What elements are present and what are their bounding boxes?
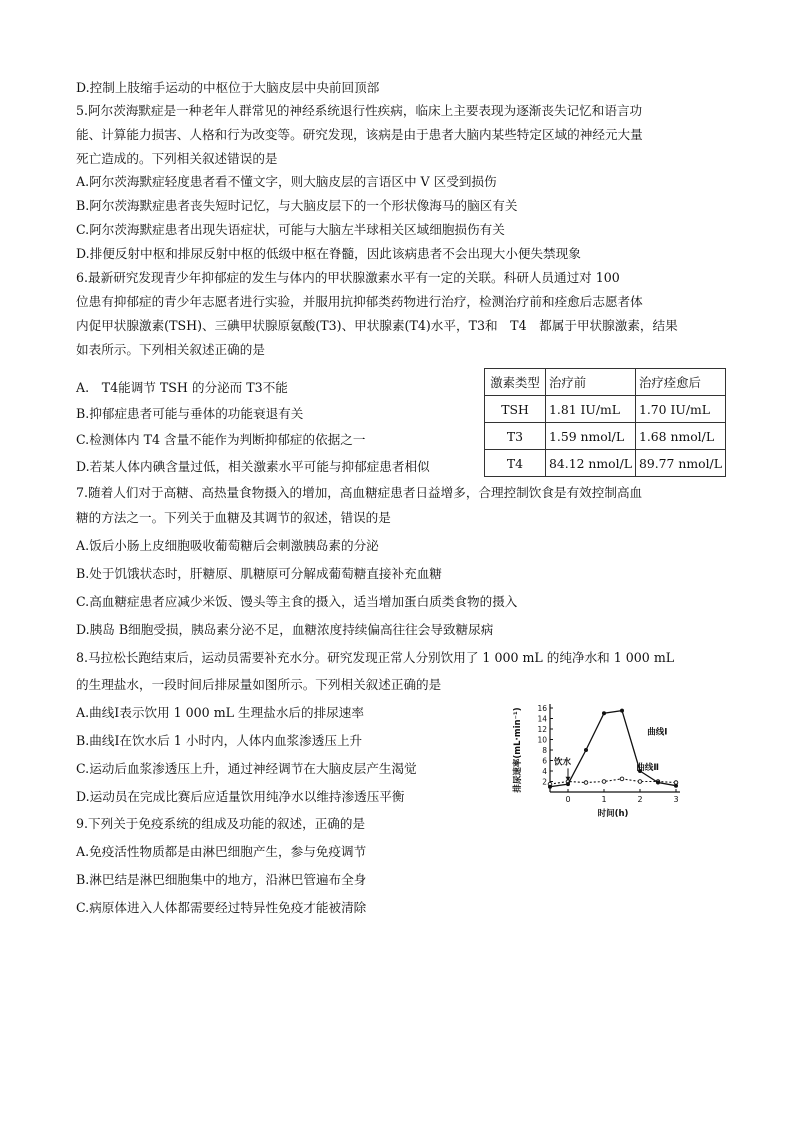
table-cell: 1.70 IU/mL (635, 396, 725, 423)
series-point-1 (620, 709, 624, 713)
table-header-row (485, 369, 726, 396)
text-line: 能、计算能力损害、人格和行为改变等。研究发现，该病是由于患者大脑内某些特定区域的神经元大量 (76, 127, 643, 142)
text-line: A.曲线Ⅰ表示饮用 1 000 mL 生理盐水后的排尿速率 (76, 705, 364, 720)
series-point-2 (620, 777, 624, 781)
text-line: C.检测体内 T4 含量不能作为判断抑郁症的依据之一 (76, 432, 366, 447)
text-line: A. T4能调节 TSH 的分泌而 T3不能 (76, 380, 288, 395)
y-tick-label: 4 (542, 767, 547, 776)
y-tick-label: 16 (537, 704, 547, 713)
y-tick-label: 14 (537, 714, 547, 724)
series-point-2 (584, 781, 588, 785)
x-tick-label: 1 (601, 795, 607, 804)
text-line: D.排便反射中枢和排尿反射中枢的低级中枢在脊髓，因此该病患者不会出现大小便失禁现象 (76, 246, 581, 261)
y-tick-label: 8 (542, 746, 547, 755)
table-cell: 84.12 nmol/L (546, 450, 636, 477)
text-line: 内促甲状腺激素(TSH)、三碘甲状腺原氨酸(T3)、甲状腺素(T4)水平，T3和 T4 都属于甲状腺激素，结果 (76, 318, 678, 333)
table-cell: 1.81 IU/mL (546, 396, 636, 423)
table-row (485, 396, 726, 423)
text-line: 9.下列关于免疫系统的组成及功能的叙述，正确的是 (76, 816, 366, 831)
text-line: C.病原体进入人体都需要经过特异性免疫才能被清除 (76, 900, 367, 915)
series-label-1: 曲线Ⅰ (647, 727, 668, 738)
series-point-1 (656, 781, 660, 785)
series-point-1 (602, 711, 606, 715)
text-line: D.胰岛 B细胞受损，胰岛素分泌不足，血糖浓度持续偏高往往会导致糖尿病 (76, 622, 494, 637)
text-line: C.高血糖症患者应减少米饭、馒头等主食的摄入，适当增加蛋白质类食物的摄入 (76, 594, 518, 609)
text-line: A.阿尔茨海默症轻度患者看不懂文字，则大脑皮层的言语区中 V 区受到损伤 (76, 174, 497, 189)
series-point-1 (548, 785, 552, 789)
text-line: A.饭后小肠上皮细胞吸收葡萄糖后会刺激胰岛素的分泌 (76, 538, 379, 553)
text-line: D.控制上肢缩手运动的中枢位于大脑皮层中央前回顶部 (76, 80, 380, 95)
table-header-cell: 治疗前 (546, 369, 636, 396)
urine-rate-chart (508, 700, 698, 820)
text-line: 的生理盐水，一段时间后排尿量如图所示。下列相关叙述正确的是 (76, 677, 442, 692)
text-line: 如表所示。下列相关叙述正确的是 (76, 342, 265, 357)
table-row (485, 423, 726, 450)
table-cell: TSH (485, 396, 546, 423)
text-line: 位患有抑郁症的青少年志愿者进行实验，并服用抗抑郁类药物进行治疗，检测治疗前和痊愈后志愿者体 (76, 294, 643, 309)
text-line: D.若某人体内碘含量过低，相关激素水平可能与抑郁症患者相似 (76, 459, 430, 474)
text-line: 死亡造成的。下列相关叙述错误的是 (76, 151, 278, 166)
y-tick-label: 6 (542, 756, 547, 766)
text-line: C.阿尔茨海默症患者出现失语症状，可能与大脑左半球相关区域细胞损伤有关 (76, 222, 505, 237)
table-cell: 1.59 nmol/L (546, 423, 636, 450)
table-cell: 1.68 nmol/L (635, 423, 725, 450)
text-line: B.处于饥饿状态时，肝糖原、肌糖原可分解成葡萄糖直接补充血糖 (76, 566, 442, 581)
text-line: B.阿尔茨海默症患者丧失短时记忆，与大脑皮层下的一个形状像海马的脑区有关 (76, 198, 518, 213)
table-cell: 89.77 nmol/L (635, 450, 725, 477)
table-cell: T4 (485, 450, 546, 477)
y-tick-label: 2 (542, 777, 547, 787)
text-line: 5.阿尔茨海默症是一种老年人群常见的神经系统退行性疾病，临床上主要表现为逐渐丧失记忆和语言功 (76, 103, 643, 118)
text-line: B.曲线Ⅰ在饮水后 1 小时内，人体内血浆渗透压上升 (76, 733, 363, 748)
text-line: A.免疫活性物质都是由淋巴细胞产生，参与免疫调节 (76, 844, 367, 859)
table-header-cell: 激素类型 (485, 369, 546, 396)
table-header-cell: 治疗痊愈后 (635, 369, 725, 396)
y-tick-label: 10 (537, 735, 547, 745)
chart-svg (508, 700, 698, 820)
series-point-1 (566, 782, 570, 786)
text-line: 7.随着人们对于高糖、高热量食物摄入的增加，高血糖症患者日益增多，合理控制饮食是有效控制高血 (76, 485, 643, 500)
text-line: 6.最新研究发现青少年抑郁症的发生与体内的甲状腺激素水平有一定的关联。科研人员通过对 100 (76, 270, 620, 285)
text-line: C.运动后血浆渗透压上升，通过神经调节在大脑皮层产生渴觉 (76, 761, 417, 776)
series-label-2: 曲线Ⅱ (636, 762, 660, 773)
annotation-label: 饮水 (554, 757, 572, 768)
y-tick-label: 12 (537, 725, 547, 734)
table-cell: T3 (485, 423, 546, 450)
text-line: B.抑郁症患者可能与垂体的功能衰退有关 (76, 406, 304, 421)
series-point-2 (602, 780, 606, 784)
hormone-table (484, 368, 726, 477)
series-point-1 (674, 784, 678, 788)
y-axis-label: 排尿速率(mL·min⁻¹) (513, 707, 523, 793)
text-line: D.运动员在完成比赛后应适量饮用纯净水以维持渗透压平衡 (76, 789, 405, 804)
table-row (485, 450, 726, 477)
text-line: B.淋巴结是淋巴细胞集中的地方，沿淋巴管遍布全身 (76, 872, 367, 887)
series-line-1 (550, 711, 676, 787)
text-line: 8.马拉松长跑结束后，运动员需要补充水分。研究发现正常人分别饮用了 1 000 mL 的纯净水和 1 000 mL (76, 650, 675, 665)
text-line: 糖的方法之一。下列关于血糖及其调节的叙述，错误的是 (76, 510, 391, 525)
series-point-1 (584, 748, 588, 752)
x-axis-label: 时间(h) (597, 809, 629, 819)
x-tick-label: 0 (565, 795, 571, 804)
series-point-2 (638, 780, 642, 784)
x-tick-label: 2 (637, 795, 643, 804)
x-tick-label: 3 (673, 795, 679, 804)
